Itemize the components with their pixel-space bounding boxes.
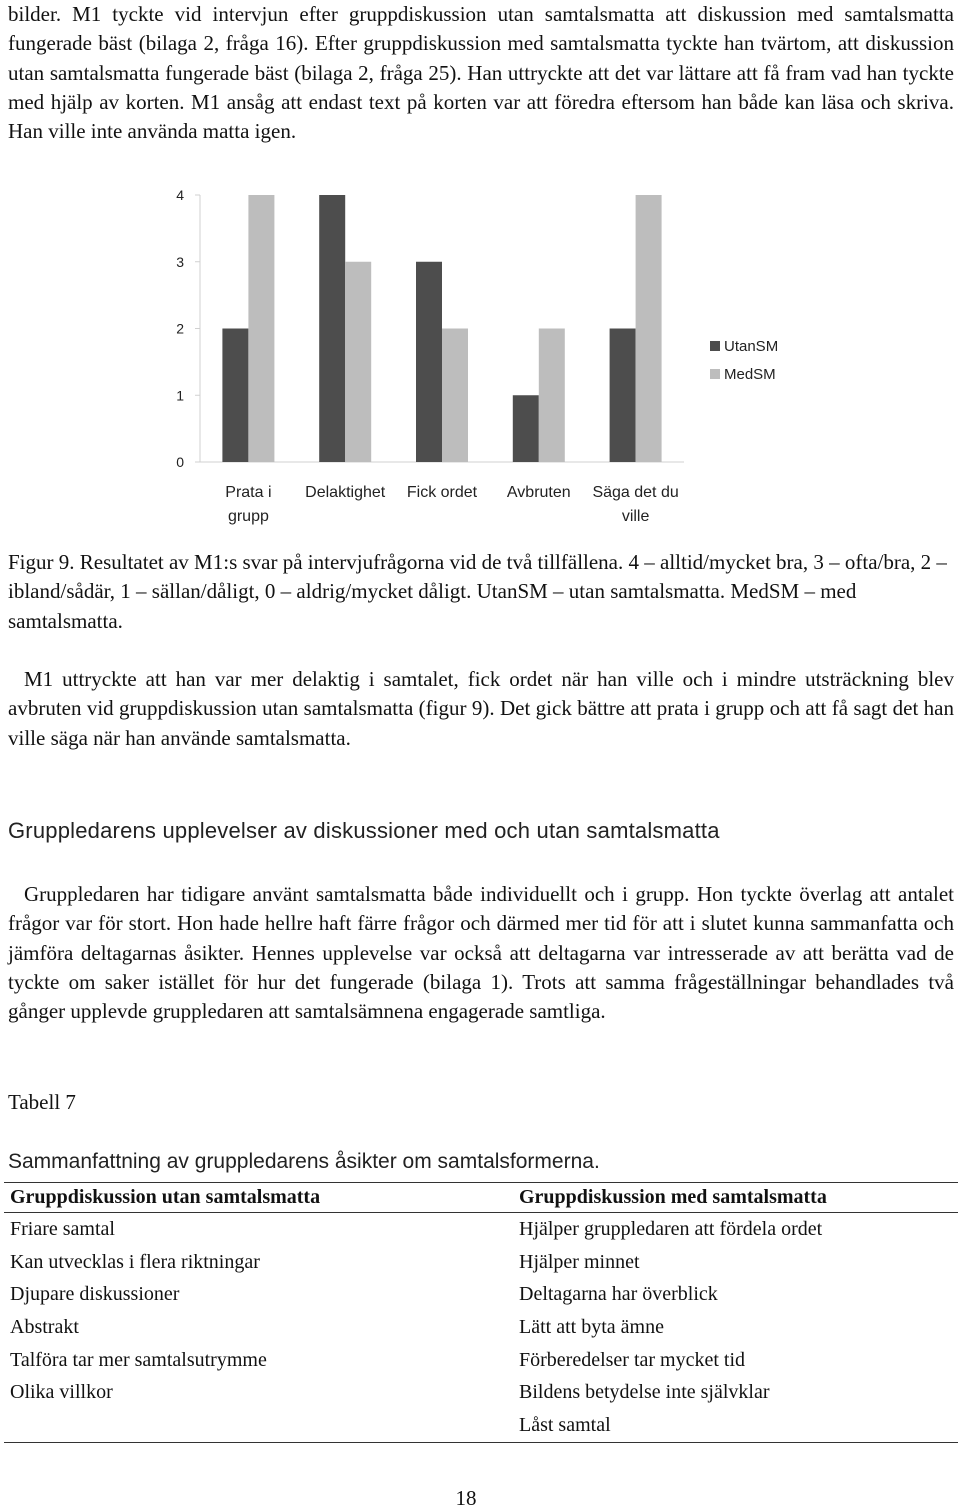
- legend-swatch-medsm: [710, 369, 720, 379]
- table-row: [4, 1246, 958, 1279]
- bars-group: [222, 195, 661, 462]
- table-cell: Hjälper minnet: [519, 1250, 640, 1273]
- x-tick-label-line: Prata i: [225, 484, 272, 501]
- table-label: Tabell 7: [8, 1090, 76, 1114]
- legend-label-medsm: MedSM: [724, 366, 776, 383]
- paragraph-group-leader: Gruppledaren har tidigare använt samtalsmatta både individuellt och i grupp. Hon tyckte överlag att antalet frågor var för stort. Hon hade hellre haft färre frågor och därmed mer tid för att i slutet kunna sammanfatta och jämföra deltagarnas åsikter. Hennes upplevelse var också att deltagarna var intresserade av att berätta vad de tyckte om saker istället för hur det fungerade (bilaga 1). Trots att samma frågeställningar behandlades två gånger upplevde gruppledaren att samtalsämnena engagerade samtliga.: [8, 882, 954, 1024]
- legend-swatch-utansm: [710, 341, 720, 351]
- table-row: [4, 1213, 958, 1246]
- x-tick-label: [592, 484, 678, 525]
- table-cell: Kan utvecklas i flera riktningar: [10, 1250, 260, 1273]
- legend: [710, 338, 778, 383]
- table-cell: [4, 1409, 513, 1442]
- bar-medsm-4: [636, 195, 662, 462]
- bar-utansm-3: [513, 395, 539, 462]
- x-tick-label-line: ville: [621, 508, 650, 525]
- table-cell: Talföra tar mer samtalsutrymme: [10, 1348, 267, 1371]
- page-number: 18: [455, 1486, 477, 1510]
- bar-medsm-3: [539, 329, 565, 463]
- x-tick-label-line: Fick ordet: [406, 484, 478, 501]
- bar-medsm-1: [345, 262, 371, 462]
- legend-label-utansm: UtanSM: [724, 338, 779, 355]
- table-header-row: [4, 1183, 958, 1213]
- table-cell: Förberedelser tar mycket tid: [519, 1348, 746, 1371]
- summary-table: [4, 1182, 958, 1443]
- table-cell: Deltagarna har överblick: [519, 1283, 718, 1306]
- x-tick-label: [507, 484, 571, 501]
- x-tick-label-line: Säga det du: [592, 484, 679, 501]
- paragraph-figure-discussion: M1 uttryckte att han var mer delaktig i samtalet, fick ordet när han ville och i mindre utsträckning blev avbruten vid gruppdiskussion utan samtalsmatta (figur 9). Det gick bättre att prata i grupp och att få sagt det han ville säga när han använde samtalsmatta.: [8, 667, 954, 750]
- bar-utansm-1: [319, 195, 345, 462]
- bar-utansm-4: [610, 329, 636, 463]
- figure-9-chart: [160, 180, 800, 535]
- table-cell: Bildens betydelse inte självklar: [519, 1381, 770, 1404]
- table-cell: Hjälper gruppledaren att fördela ordet: [519, 1217, 823, 1240]
- section-heading: Gruppledarens upplevelser av diskussioner med och utan samtalsmatta: [8, 818, 720, 843]
- y-tick-label: 1: [176, 387, 184, 404]
- table-cell: Låst samtal: [513, 1409, 958, 1442]
- table-row: [4, 1311, 958, 1344]
- y-tick-label: 0: [176, 454, 184, 470]
- x-tick-label: [407, 484, 478, 501]
- table-cell: Djupare diskussioner: [10, 1283, 180, 1306]
- table-row: [4, 1278, 958, 1311]
- x-axis-labels: [225, 484, 678, 525]
- x-tick-label: [225, 484, 271, 525]
- table-row: [4, 1376, 958, 1409]
- table-cell: Friare samtal: [10, 1217, 115, 1240]
- table-header-with: Gruppdiskussion med samtalsmatta: [513, 1183, 958, 1213]
- table-row: [4, 1409, 958, 1442]
- x-tick-label-line: grupp: [227, 508, 269, 525]
- paragraph-intro: bilder. M1 tyckte vid intervjun efter gruppdiskussion utan samtalsmatta att diskussion med samtalsmatta fungerade bäst (bilaga 2, fråga 16). Efter gruppdiskussion med samtalsmatta tyckte han tvärtom, att diskussion utan samtalsmatta fungerade bäst (bilaga 2, fråga 25). Han uttryckte att det var lättare att få fram vad han tyckte med hjälp av korten. M1 ansåg att endast text på korten var att föredra eftersom han både kan läsa och skriva. Han ville inte använda matta igen.: [8, 2, 954, 144]
- table-caption: Sammanfattning av gruppledarens åsikter om samtalsformerna.: [8, 1150, 600, 1173]
- bar-medsm-0: [248, 195, 274, 462]
- y-tick-label: 2: [176, 320, 184, 337]
- table-header-without: Gruppdiskussion utan samtalsmatta: [4, 1183, 513, 1213]
- x-tick-label-line: Avbruten: [506, 484, 571, 501]
- y-tick-label: 3: [176, 253, 184, 270]
- y-tick-label: 4: [176, 187, 184, 203]
- table-cell: Olika villkor: [10, 1381, 113, 1404]
- bar-utansm-2: [416, 262, 442, 462]
- x-tick-label-line: Delaktighet: [305, 484, 386, 501]
- table-cell: Lätt att byta ämne: [519, 1315, 664, 1338]
- bar-chart: [160, 180, 800, 535]
- figure-caption: Figur 9. Resultatet av M1:s svar på intervjufrågorna vid de två tillfällena. 4 – alltid/mycket bra, 3 – ofta/bra, 2 – ibland/sådär, 1 – sällan/dåligt, 0 – aldrig/mycket dåligt. UtanSM – utan samtalsmatta. MedSM – med samtalsmatta.: [8, 550, 947, 633]
- bar-utansm-0: [222, 329, 248, 463]
- bar-medsm-2: [442, 329, 468, 463]
- table-row: [4, 1344, 958, 1377]
- x-tick-label: [305, 484, 386, 501]
- table-cell: Abstrakt: [10, 1315, 79, 1338]
